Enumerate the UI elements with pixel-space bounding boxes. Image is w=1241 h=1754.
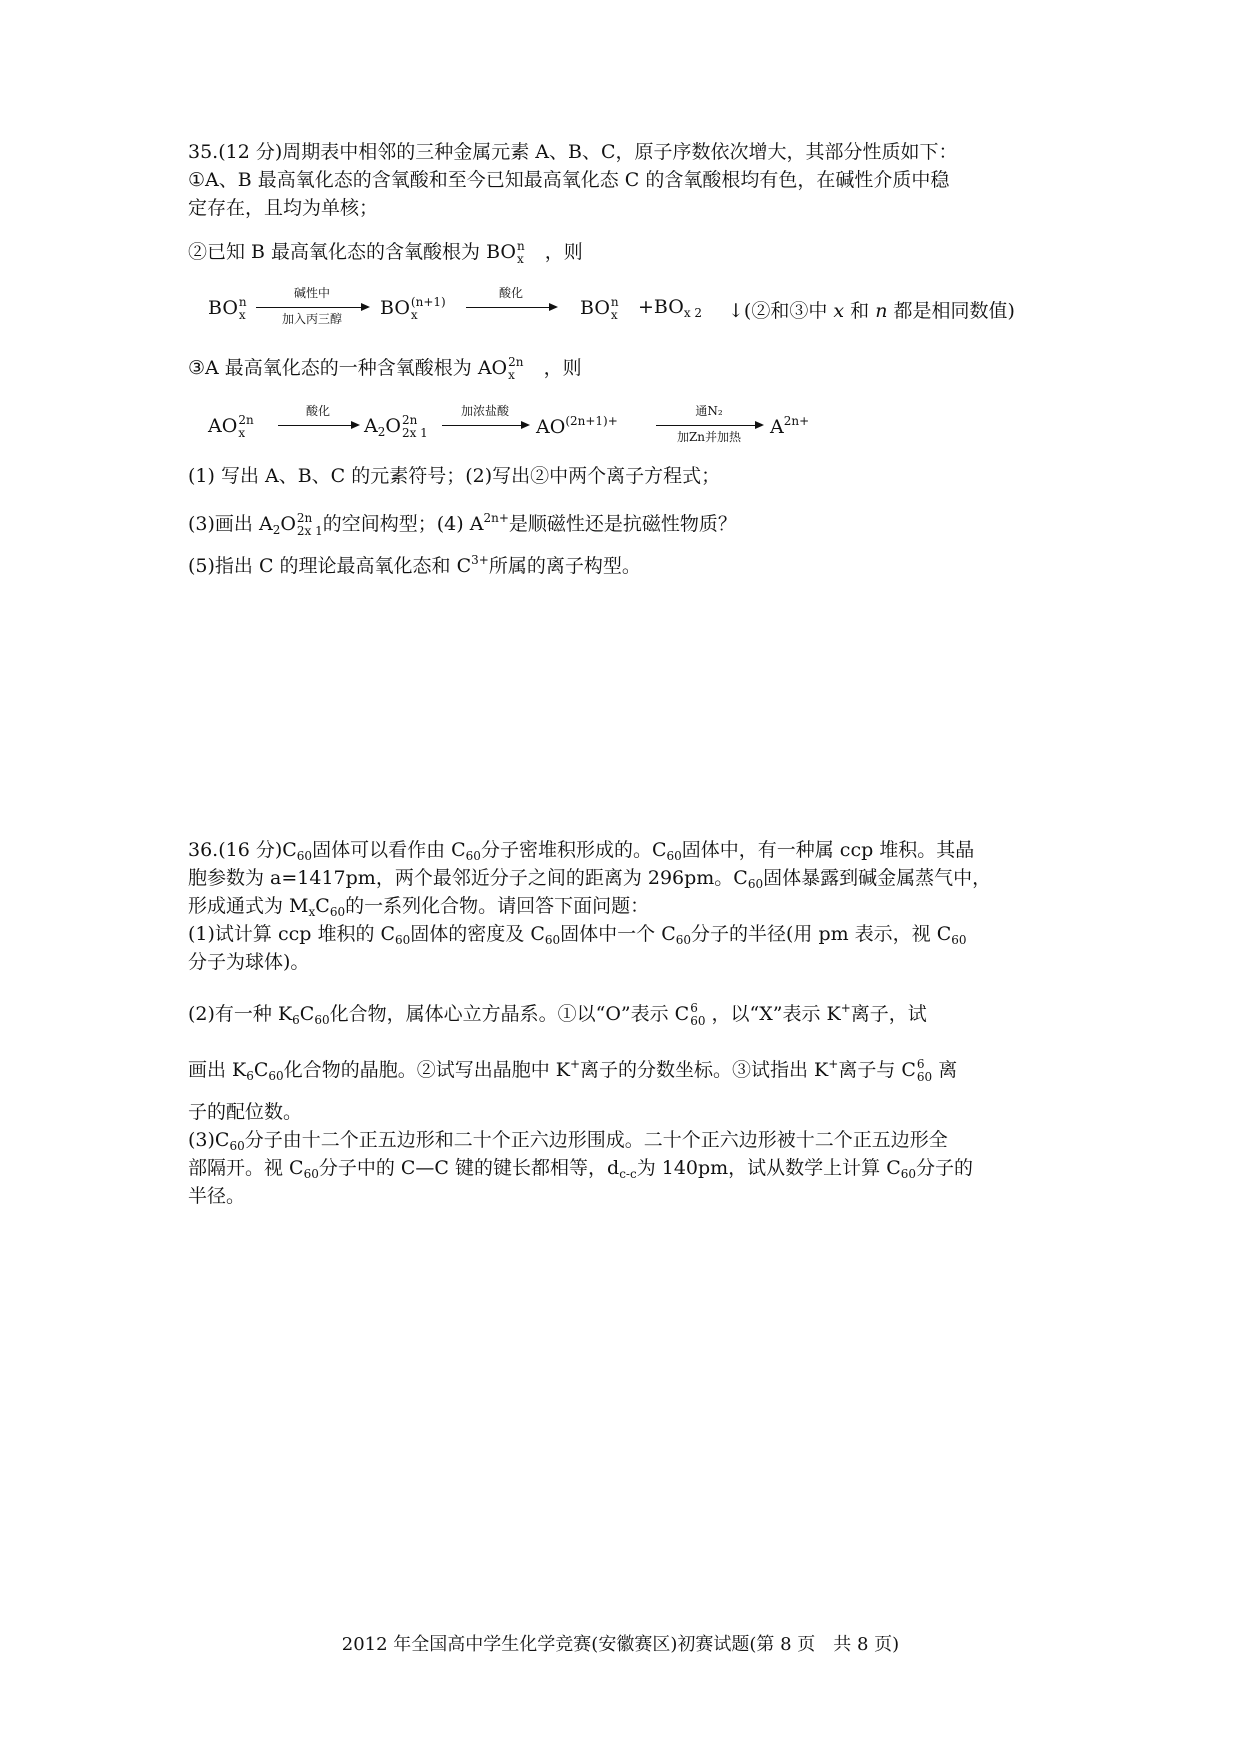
species-bo-x-n-product: BO n x	[580, 295, 619, 322]
q36-sub-question-2-end: 子的配位数。	[188, 1101, 303, 1123]
q36-sub-question-3-cont: 部隔开。视 $C_{60}$分子中的 C—C 键的键长都相等，$d_{c-c}$为 140pm，试从数学上计算 $C_{60}$分子的	[188, 1157, 974, 1181]
arrow-1-top-label: 碱性中	[293, 286, 330, 300]
q35-sub-question-3-4: (3)画出 $A_2O$ 2n 2x 1 的空间构型；(4) $A^{2n+}$是顺磁性还是抗磁性物质？	[188, 511, 737, 538]
q36-sub-question-1: (1)试计算 ccp 堆积的 $C_{60}$固体的密度及 $C_{60}$固体中一个 $C_{60}$分子的半径(用 pm 表示，视 $C_{60}$	[188, 923, 967, 947]
arrow-2-top-label: 酸化	[498, 286, 523, 300]
arrow-3-top-label: 酸化	[305, 404, 330, 418]
species-a-2n-cation: $A^{2n+}$	[770, 414, 810, 438]
species-a2o-dichromate: $A_2O$ 2n 2x 1	[364, 413, 428, 440]
species-bo2-precipitate: $+BO_{x 2}$	[638, 296, 703, 320]
reaction-arrow-2	[466, 307, 556, 308]
species-bo-x-n-plus-1: BO (n+1) x	[380, 295, 446, 322]
q36-sub-question-2-cont: 画出 $K_6C_{60}$化合物的晶胞。②试写出晶胞中 K+离子的分数坐标。③试指出 K+离子与 C 6 60 离	[188, 1057, 958, 1084]
reaction-arrow-1	[256, 307, 368, 308]
reaction-note: ↓(②和③中 x 和 n 都是相同数值)	[728, 300, 1015, 322]
q35-property-2: ②已知 B 最高氧化态的含氧酸根为 BO n x ，则	[188, 239, 583, 266]
arrow-1-bottom-label: 加入丙三醇	[281, 312, 342, 326]
q35-sub-question-5: (5)指出 C 的理论最高氧化态和 $C^{3+}$所属的离子构型。	[188, 553, 641, 577]
q36-line-2: 胞参数为 a=1417pm，两个最邻近分子之间的距离为 296pm。$C_{60}$固体暴露到碱金属蒸气中，	[188, 867, 992, 891]
q36-line-3: 形成通式为 $M_xC_{60}$的一系列化合物。请回答下面问题：	[188, 895, 650, 919]
q35-intro: 35.(12 分)周期表中相邻的三种金属元素 A、B、C，原子序数依次增大，其部分性质如下：	[188, 141, 958, 163]
q35-property-3: ③A 最高氧化态的一种含氧酸根为 AO 2n x ，则	[188, 355, 582, 382]
species-ao-cation: $AO^{(2n+1)+}$	[536, 414, 618, 438]
arrow-5-bottom-label: 加Zn并加热	[676, 430, 742, 444]
reaction-arrow-4	[442, 425, 528, 426]
q35-sub-question-1-2: (1) 写出 A、B、C 的元素符号；(2)写出②中两个离子方程式；	[188, 465, 721, 487]
reaction-arrow-3	[278, 425, 358, 426]
arrow-4-top-label: 加浓盐酸	[460, 404, 509, 418]
q35-property-1a: ①A、B 最高氧化态的含氧酸和至今已知最高氧化态 C 的含氧酸根均有色，在碱性介质中稳	[188, 169, 950, 191]
q35-property-1b: 定存在，且均为单核；	[188, 197, 379, 219]
q36-sub-question-2: (2)有一种 $K_6C_{60}$化合物，属体心立方晶系。①以“O”表示 C 6 60 ，以“X”表示 K+离子，试	[188, 1001, 927, 1028]
q36-sub-question-1-cont: 分子为球体)。	[188, 951, 310, 973]
reaction-arrow-5	[656, 425, 762, 426]
species-bo-x-n: BO n x	[208, 295, 247, 322]
arrow-5-top-label: 通N₂	[695, 404, 723, 418]
species-ao-x-2n: AO 2n x	[208, 413, 254, 440]
page-footer: 2012 年全国高中学生化学竞赛(安徽赛区)初赛试题(第 8 页 共 8 页)	[341, 1634, 900, 1655]
q36-line-1: 36.(16 分)$C_{60}$固体可以看作由 $C_{60}$分子密堆积形成的。$C_{60}$固体中，有一种属 ccp 堆积。其晶	[188, 839, 975, 863]
q36-sub-question-3: $(3)C_{60}$分子由十二个正五边形和二十个正六边形围成。二十个正六边形被十二个正五边形全	[188, 1129, 948, 1153]
q36-sub-question-3-end: 半径。	[188, 1185, 246, 1207]
